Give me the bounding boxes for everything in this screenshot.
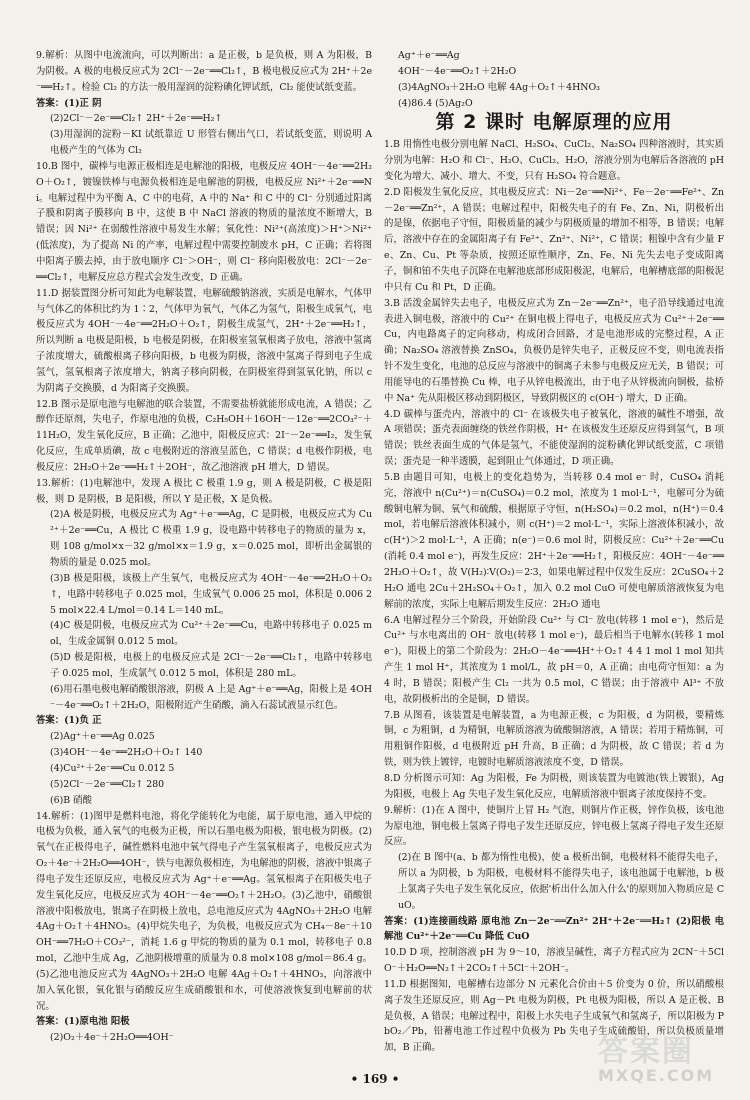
solution-paragraph: 9.解析：从图中电流流向，可以判断出：a 是正极，b 是负极，则 A 为阳极，B 为阴极。A 极的电极反应式为 2Cl⁻－2e⁻══Cl₂↑，B 极电极反应式为 2H⁺＋2e⁻══H₂↑。检验 Cl₂ 的方法一般用湿润的淀粉碘化钾试纸，Cl₂ 能使试纸变蓝。	[36, 50, 372, 93]
solution-paragraph: 11.D 据装置图分析可知此为电解装置，电解硫酸钠溶液，实质是电解水，气体甲与气体乙的体积比约为 1∶2，气体甲为氧气，气体乙为氢气，阳极生成氧气，电极反应式为 4OH⁻－4e⁻══2H₂O＋O₂↑，阴极生成氢气，2H⁺＋2e⁻══H₂↑，所以判断 a 电极是阳极，b 电极是阴极，在阳极室氢氧根离子放电，溶液中氢离子浓度增大，硫酸根离子移向阳极，b 电极为阴极，溶液中氢离子得到电子生成氢气，氢氧根离子浓度增大，钠离子移向阴极，在阴极室得到氢氧化钠，所以 c 为阴离子交换膜，d 为阳离子交换膜。	[36, 287, 372, 394]
solution-paragraph: (4)C 极是阴极，电极反应式为 Cu²⁺＋2e⁻══Cu，电路中转移电子 0.025 mol，生成金属铜 0.012 5 mol。	[50, 620, 372, 648]
solution-paragraph: (3)用湿润的淀粉－KI 试纸靠近 U 形管右侧出气口，若试纸变蓝，则说明 A 电极产生的气体为 Cl₂	[50, 129, 372, 157]
solution-paragraph: (5)2Cl⁻－2e⁻══Cl₂↑ 280	[50, 778, 165, 790]
section-title: 第 2 课时 电解原理的应用	[435, 111, 673, 134]
right-column	[384, 48, 724, 1056]
solution-paragraph: 6.A 电解过程分三个阶段，开始阶段 Cu²⁺ 与 Cl⁻ 放电(转移 1 mol e⁻)，然后是 Cu²⁺ 与水电离出的 OH⁻ 放电(转移 1 mol e⁻)，最后相当于电解水(转移 1 mol e⁻)，阳极上的第二个阶段为：2H₂O－4e⁻══4H⁺＋O₂↑ 4 4 1 mol 1 mol 知共产生 1 mol H⁺，其浓度为 1 mol/L，故 pH＝0，A 正确；由电荷守恒知：a 为 4 时，B 错误；阳极产生 Cl₂ 一共为 0.5 mol，C 错误；由于溶液中 Al³⁺ 不放电，故阴极析出的全是铜，D 错误。	[384, 614, 724, 705]
solution-paragraph: 13.解析：(1)电解池中，发现 A 极比 C 极重 1.9 g，则 A 极是阴极，C 极是阳极，则 D 是阴极，B 是阳极，所以 Y 是正极，X 是负极。	[36, 477, 372, 505]
solution-paragraph: Ag⁺＋e⁻══Ag	[398, 50, 460, 61]
solution-paragraph: (6)B 硝酸	[50, 794, 92, 806]
page-number: • 169 •	[350, 1072, 400, 1086]
solution-paragraph: (4)Cu²⁺＋2e⁻══Cu 0.012 5	[50, 762, 175, 774]
watermark-url: MXQE.COM	[598, 1066, 715, 1085]
solution-paragraph: 1.B 用惰性电极分别电解 NaCl、H₂SO₄、CuCl₂、Na₂SO₄ 四种溶液时，其实质分别为电解：H₂O 和 Cl⁻、H₂O、CuCl₂、H₂O，溶液分别为电解后各溶液的 pH 变化为增大、减小、增大、不变，只有 H₂SO₄ 符合题意。	[384, 139, 724, 182]
answer-line: 答案：(1)连接画线路 原电池 Zn－2e⁻══Zn²⁺ 2H⁺＋2e⁻══H₂↑ (2)阳极 电解池 Cu²⁺＋2e⁻══Cu 降低 CuO	[384, 915, 724, 943]
solution-paragraph: (3)4OH⁻－4e⁻══2H₂O＋O₂↑ 140	[50, 747, 203, 759]
solution-paragraph: 5.B 由题目可知，电极上的变化趋势为，当转移 0.4 mol e⁻ 时，CuSO₄ 消耗完，溶液中 n(Cu²⁺)＝n(CuSO₄)＝0.2 mol，浓度为 1 mol·L⁻¹，电解可分为硫酸铜电解为铜、氧气和硫酸，根据原子守恒，n(H₂SO₄)＝0.2 mol，n(H⁺)＝0.4 mol，若电解后溶液体积减小，则 c(H⁺)＝2 mol·L⁻¹，实际上溶液体积减小，故 c(H⁺)＞2 mol·L⁻¹，A 正确；n(e⁻)＝0.6 mol 时，阴极反应：Cu²⁺＋2e⁻══Cu(消耗 0.4 mol e⁻)，再发生反应：2H⁺＋2e⁻══H₂↑，阳极反应：4OH⁻－4e⁻══2H₂O＋O₂↑，故 V(H₂)∶V(O₂)＝2∶3，如果电解过程中仅发生反应：2CuSO₄＋2H₂O 通电 2Cu＋2H₂SO₄＋O₂↑，加入 0.2 mol CuO 可使电解质溶液恢复为电解前的浓度，实际上电解后期发生反应：2H₂O 通电	[384, 471, 724, 610]
solution-paragraph: 2.D 阳极发生氧化反应，其电极反应式：Ni－2e⁻══Ni²⁺、Fe－2e⁻══Fe²⁺、Zn－2e⁻══Zn²⁺，A 错误；电解过程中，阳极失电子的有 Fe、Zn、Ni，阴极析出的是镍，依据电子守恒，阳极质量的减少与阴极质量的增加不相等，B 错误；电解后，溶液中存在的金属阳离子有 Fe²⁺、Zn²⁺、Ni²⁺，C 错误；粗镍中含有少量 Fe、Zn、Cu、Pt 等杂质，按照还原性顺序，Zn、Fe、Ni 先失去电子变成阳离子，铜和铂不失电子沉降在电解池底部形成阳极泥，电解后，电解槽底部的阳极泥中只有 Cu 和 Pt，D 正确。	[384, 186, 724, 293]
solution-paragraph: (4)86.4 (5)Ag₂O	[398, 97, 473, 109]
solution-paragraph: 11.D 根据图知，电解槽右边部分 N 元素化合价由＋5 价变为 0 价，所以硝酸根离子发生还原反应，则 Ag－Pt 电极为阴极，Pt 电极为阳极，所以 A 是正极、B 是负极，A 错误；电解过程中，阳极上水失电子生成氧气和氢离子，所以阳极为 PbO₂／Pb，铅蓄电池工作过程中负极为 Pb 失电子生成硫酸铅，所以负极质量增加，B 正确。	[384, 978, 724, 1054]
solution-paragraph: 12.B 图示是原电池与电解池的联合装置，不需要盐桥就能形成电流，A 错误；乙醇作还原剂，失电子，作原电池的负极，C₂H₅OH＋16OH⁻－12e⁻══2CO₃²⁻＋11H₂O，发生氧化反应，B 正确；乙池中，阳极反应式：2I⁻－2e⁻══I₂，发生氧化反应，生成单质碘，故 c 电极附近的溶液呈蓝色，C 错误；d 电极作阴极，电极反应：2H₂O＋2e⁻══H₂↑＋2OH⁻，故乙池溶液 pH 增大，D 错误。	[36, 398, 372, 473]
solution-paragraph: 4.D 碳棒与蛋壳内，溶液中的 Cl⁻ 在该极失电子被氧化，溶液的碱性不增强，故 A 项错误；蛋壳表面缠绕的铁丝作阴极，H⁺ 在该极发生还原反应得到氢气，B 项错误；铁丝表面生成的气体是氢气，不能使湿润的淀粉碘化钾试纸变蓝，C 项错误；蛋壳是一种半透膜，起到阻止气体通过，D 项正确。	[384, 408, 724, 468]
solution-paragraph: (3)B 极是阳极，该极上产生氧气，电极反应式为 4OH⁻－4e⁻══2H₂O＋O₂↑，电路中转移电子 0.025 mol，生成氧气 0.006 25 mol，体积是 0.006 25 mol×22.4 L/mol＝0.14 L＝140 mL。	[50, 572, 372, 616]
solution-paragraph: (5)D 极是阳极，电极上的电极反应式是 2Cl⁻－2e⁻══Cl₂↑，电路中转移电子 0.025 mol，生成氯气 0.012 5 mol，体积是 280 mL。	[50, 652, 372, 679]
solution-paragraph: 8.D 分析图示可知：Ag 为阳极，Fe 为阴极，则该装置为电镀池(铁上镀银)，Ag 为阳极，电极上 Ag 失电子发生氧化反应，电解质溶液中银离子浓度保持不变。	[384, 772, 724, 800]
solution-paragraph: (3)4AgNO₃＋2H₂O 电解 4Ag＋O₂↑＋4HNO₃	[398, 81, 600, 93]
answer-line: 答案：(1)原电池 阳极	[36, 1016, 130, 1028]
watermark-text: 答案圈	[598, 1034, 694, 1069]
solution-paragraph: 10.B 图中，碳棒与电源正极相连是电解池的阳极，电极反应 4OH⁻－4e⁻══2H₂O＋O₂↑，镀镍铁棒与电源负极相连是电解池的阴极，电极反应 Ni²⁺＋2e⁻══Ni。电解过程中为平衡 A、C 中的电荷，A 中的 Na⁺ 和 C 中的 Cl⁻ 分别通过阳离子膜和阴离子膜移向 B 中，这使 B 中 NaCl 溶液的物质的量浓度不断增大，B 错误；因 Ni²⁺ 在弱酸性溶液中易发生水解；氧化性：Ni²⁺(高浓度)＞H⁺＞Ni²⁺(低浓度)，为了提高 Ni 的产率，电解过程中需要控制废水 pH，C 正确；若将图中阳离子膜去掉，由于放电顺序 Cl⁻＞OH⁻，则 Cl⁻ 移向阳极放电：2Cl⁻－2e⁻══Cl₂↑，电解反应总方程式会发生改变，D 正确。	[36, 160, 372, 283]
watermark-logo	[598, 1026, 728, 1086]
answer-line: 答案：(1)正 阴	[36, 97, 102, 109]
solution-paragraph: 3.B 活泼金属锌失去电子，电极反应式为 Zn－2e⁻══Zn²⁺，电子沿导线通过电流表进入铜电极，溶液中的 Cu²⁺ 在铜电极上得电子，电极反应式为 Cu²⁺＋2e⁻══Cu，内电路离子的定向移动，构成闭合回路，才是电池形成的完整过程，A 正确；Na₂SO₄ 溶液替换 ZnSO₄，负极仍是锌失电子，正极反应不变，则电流表指针不发生变化，电池的总反应与溶液中的铜离子未参与电极反应无关，B 错误；可用能导电的石墨替换 Cu 棒，电子从锌电极流出，由于电子从锌极流向铜极，盐桥中 Na⁺ 先从阳极区移动到阴极区，导致阴极区的 c(OH⁻) 增大，D 正确。	[384, 297, 724, 404]
solution-paragraph: (2)Ag⁺＋e⁻══Ag 0.025	[50, 731, 155, 743]
answer-line: 答案：(1)负 正	[36, 715, 102, 727]
solution-paragraph: 7.B 从图看，该装置是电解装置，a 为电源正极，c 为阳极，d 为阴极，要精炼铜，c 为粗铜，d 为精铜，电解质溶液为硫酸铜溶液，A 错误；若用于精炼铜，可用粗铜作阳极，d 电极附近 pH 升高，B 正确；d 为阴极，故 C 错误；若 d 为铁，则为铁上镀锌，电镀时电解质溶液浓度不变，D 错误。	[384, 709, 724, 769]
solution-paragraph: (6)用石墨电极电解硝酸银溶液，阴极 A 上是 Ag⁺＋e⁻══Ag，阳极上是 4OH⁻－4e⁻══O₂↑＋2H₂O，阳极附近产生硝酸，滴入石蕊试液显示红色。	[50, 683, 372, 711]
solution-paragraph: (2)O₂＋4e⁻＋2H₂O══4OH⁻	[50, 1032, 174, 1044]
left-column	[36, 48, 372, 1046]
solution-paragraph: (2)在 B 图中(a、b 都为惰性电极)，使 a 极析出铜，电极材料不能得失电子，所以 a 为阴极，b 为阳极，电极材料不能得失电子，该电池属于电解池，b 极上氯离子失电子发生氧化反应，依据'析出什么加入什么'的原则加入物质应是 CuO。	[398, 852, 724, 911]
previous-answers	[384, 48, 724, 111]
solutions-list	[384, 137, 724, 1056]
solution-paragraph: 4OH⁻－4e⁻══O₂↑＋2H₂O	[398, 65, 517, 77]
solution-paragraph: 9.解析：(1)在 A 图中，使铜片上冒 H₂ 气泡，则铜片作正极，锌作负极，该电池为原电池，铜电极上氢离子得电子发生还原反应，锌电极上氢离子得电子发生还原反应。	[384, 804, 724, 848]
solution-paragraph: (2)A 极是阴极，电极反应式为 Ag⁺＋e⁻══Ag，C 是阴极，电极反应式为 Cu²⁺＋2e⁻══Cu，A 极比 C 极重 1.9 g，设电路中转移电子的物质的量为 x，则 108 g/mol×x－32 g/mol×x＝1.9 g，x＝0.025 mol，即析出金属银的物质的量是 0.025 mol。	[50, 509, 372, 568]
solution-paragraph: 10.D D 项，控制溶液 pH 为 9～10，溶液呈碱性，离子方程式应为 2CN⁻＋5ClO⁻＋H₂O══N₂↑＋2CO₂↑＋5Cl⁻＋2OH⁻。	[384, 947, 724, 975]
solution-paragraph: 14.解析：(1)图甲是燃料电池，将化学能转化为电能，属于原电池，通入甲烷的电极为负极，通入氧气的电极为正极，所以石墨电极为阳极，银电极为阴极。(2)氧气在正极得电子，碱性燃料电池中氧气得电子产生氢氧根离子，电极反应式为 O₂＋4e⁻＋2H₂O══4OH⁻，铁与电源负极相连，为电解池的阴极，溶液中银离子得电子发生还原反应，电极反应式为 Ag⁺＋e⁻══Ag。氢氧根离子在阳极失电子发生氧化反应，电极反应式为 4OH⁻－4e⁻══O₂↑＋2H₂O。(3)乙池中，硝酸银溶液中阳极放电，银离子在阴极上放电，总电池反应式为 4AgNO₃＋2H₂O 电解 4Ag＋O₂↑＋4HNO₃。(4)甲烷失电子，为负极，电极反应式为 CH₄－8e⁻＋10OH⁻══7H₂O＋CO₃²⁻，消耗 1.6 g 甲烷的物质的量为 0.1 mol，转移电子 0.8 mol，乙池中生成 Ag，乙池阴极增重的质量为 0.8 mol×108 g/mol＝86.4 g。(5)乙池电池反应式为 4AgNO₃＋2H₂O 电解 4Ag＋O₂↑＋4HNO₃，向溶液中加入氧化银，氧化银与硝酸反应生成硝酸银和水，可使溶液恢复到电解前的状况。	[36, 810, 372, 1012]
solution-paragraph: (2)2Cl⁻－2e⁻══Cl₂↑ 2H⁺＋2e⁻══H₂↑	[50, 113, 223, 125]
